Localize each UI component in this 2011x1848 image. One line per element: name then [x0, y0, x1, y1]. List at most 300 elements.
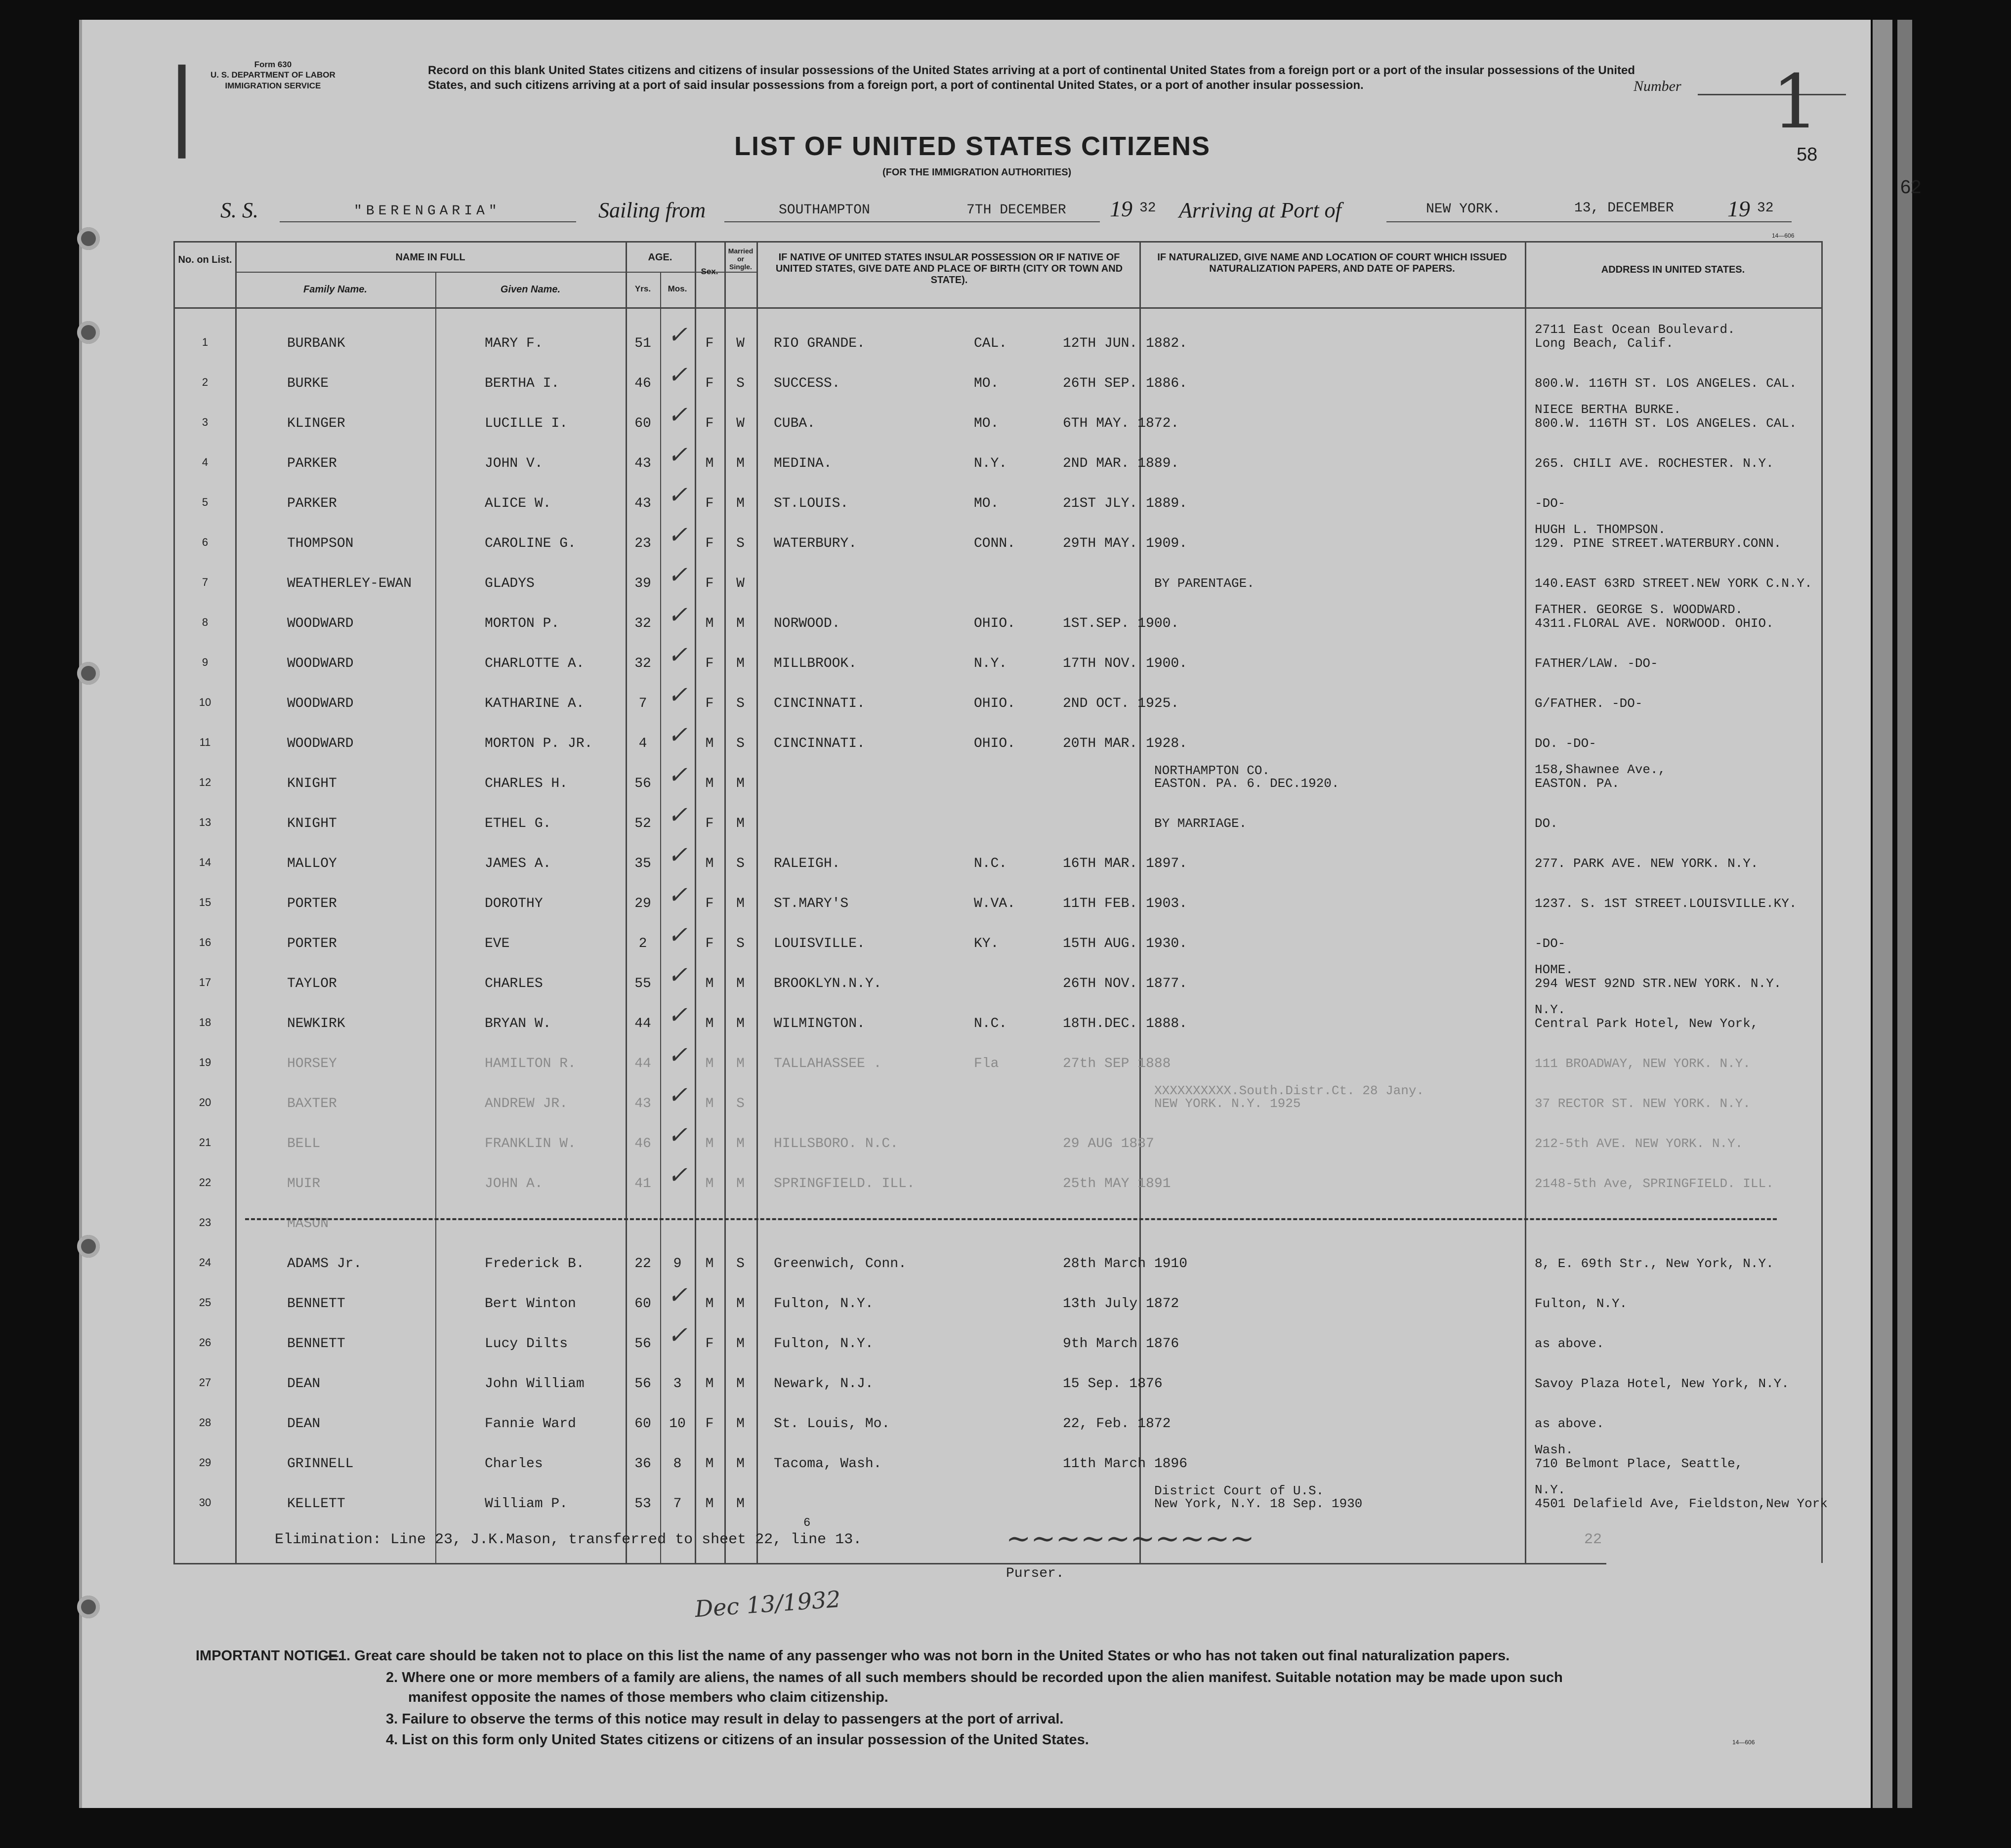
given-name: FRANKLIN W. — [485, 1136, 576, 1151]
birth-state: MO. — [974, 496, 999, 511]
check-mark: ✓ — [668, 1161, 688, 1189]
page-subtitle: (FOR THE IMMIGRATION AUTHORITIES) — [882, 167, 1072, 178]
check-mark: ✓ — [668, 1281, 688, 1309]
col-border — [435, 272, 436, 1563]
binding-hole — [77, 662, 100, 685]
ss-label: S. S. — [220, 198, 258, 222]
naturalization-court: District Court of U.S. — [1154, 1483, 1324, 1498]
age-months: 3 — [673, 1376, 682, 1392]
marital-status: M — [736, 776, 745, 791]
family-name: BAXTER — [287, 1096, 337, 1111]
marital-status: M — [736, 456, 745, 471]
naturalization-court: XXXXXXXXXX.South.Distr.Ct. 28 Jany. — [1154, 1083, 1424, 1098]
birth-state: CAL. — [974, 336, 1007, 351]
address-line-2: 212-5th AVE. NEW YORK. N.Y. — [1535, 1136, 1743, 1151]
family-name: WOODWARD — [287, 736, 354, 751]
address-line-2: 140.EAST 63RD STREET.NEW YORK C.N.Y. — [1535, 576, 1812, 591]
row-number: 8 — [202, 616, 209, 628]
birth-city: CINCINNATI. — [774, 696, 865, 711]
birth-city: HILLSBORO. N.C. — [774, 1136, 899, 1151]
birth-date: 9th March 1876 — [1063, 1336, 1179, 1352]
birth-city: TALLAHASSEE . — [774, 1056, 882, 1071]
page-number-right: 62 — [1900, 177, 1922, 198]
age-years: 39 — [634, 576, 651, 591]
address-line-2: EASTON. PA. — [1535, 776, 1620, 791]
age-years: 32 — [634, 616, 651, 631]
address-line-1: N.Y. — [1535, 1002, 1566, 1017]
birth-date: 15 Sep. 1876 — [1063, 1376, 1163, 1392]
address-line-2: 800.W. 116TH ST. LOS ANGELES. CAL. — [1535, 416, 1797, 431]
binding-hole — [77, 1235, 100, 1258]
birth-date: 2ND OCT. 1925. — [1063, 696, 1179, 711]
page-number: 58 — [1797, 144, 1818, 165]
marital-status: M — [736, 976, 745, 991]
address-line-2: -DO- — [1535, 496, 1566, 511]
check-mark: ✓ — [668, 641, 688, 669]
birth-city: Fulton, N.Y. — [774, 1296, 874, 1312]
col-birth: IF NATIVE OF UNITED STATES INSULAR POSSESSION OR IF NATIVE OF UNITED STATES, GIVE DATE AND PLACE OF BIRTH (CITY OR TOWN AND STATE). — [775, 252, 1123, 286]
binding-hole — [77, 321, 100, 344]
given-name: CHARLES H. — [485, 776, 568, 791]
sex: M — [705, 856, 714, 871]
birth-city: BROOKLYN.N.Y. — [774, 976, 882, 991]
row-number: 3 — [202, 416, 209, 428]
given-name: Frederick B. — [485, 1256, 585, 1272]
sail-year: 32 — [1139, 201, 1156, 216]
family-name: TAYLOR — [287, 976, 337, 991]
marital-status: M — [736, 1376, 745, 1392]
birth-city: ST.LOUIS. — [774, 496, 849, 511]
birth-date: 17TH NOV. 1900. — [1063, 656, 1188, 671]
sex: F — [705, 936, 714, 951]
birth-city: Greenwich, Conn. — [774, 1256, 907, 1272]
col-address: ADDRESS IN UNITED STATES. — [1601, 264, 1745, 275]
check-mark: ✓ — [668, 921, 688, 949]
sex: M — [705, 1056, 714, 1071]
row-number: 28 — [199, 1416, 211, 1429]
marital-status: M — [736, 1416, 745, 1432]
col-border — [1821, 241, 1823, 1563]
birth-state: MO. — [974, 416, 999, 431]
age-months: 8 — [673, 1456, 682, 1472]
col-border — [756, 241, 758, 1563]
marital-status: M — [736, 1336, 745, 1352]
col-name-in-full: NAME IN FULL — [395, 252, 465, 263]
age-years: 44 — [634, 1056, 651, 1071]
given-name: CAROLINE G. — [485, 536, 576, 551]
age-years: 43 — [634, 1096, 651, 1111]
page-edge-1 — [1873, 20, 1892, 1808]
row-number: 19 — [199, 1056, 211, 1068]
address-line-2: 4501 Delafield Ave, Fieldston,New York — [1535, 1496, 1828, 1511]
marital-status: M — [736, 816, 745, 831]
table-top-border — [173, 241, 1821, 243]
age-years: 43 — [634, 456, 651, 471]
age-years: 52 — [634, 816, 651, 831]
sex: F — [705, 696, 714, 711]
sex: F — [705, 376, 714, 391]
given-name: John William — [485, 1376, 585, 1392]
given-name: MORTON P. JR. — [485, 736, 593, 751]
department: U. S. DEPARTMENT OF LABOR — [210, 70, 335, 80]
marital-status: M — [736, 1056, 745, 1071]
age-years: 55 — [634, 976, 651, 991]
given-name: HAMILTON R. — [485, 1056, 576, 1071]
arrival-port: NEW YORK. — [1426, 202, 1501, 217]
row-number: 4 — [202, 456, 209, 468]
table-bottom-border — [173, 1563, 1606, 1564]
birth-city: RALEIGH. — [774, 856, 840, 871]
check-mark: ✓ — [668, 841, 688, 869]
age-years: 60 — [634, 416, 651, 431]
row-number: 1 — [202, 336, 209, 348]
family-name: NEWKIRK — [287, 1016, 345, 1031]
row-number: 24 — [199, 1256, 211, 1269]
age-years: 53 — [634, 1496, 651, 1512]
notice-4: 4. List on this form only United States citizens or citizens of an insular possession of the United States. — [386, 1732, 1089, 1748]
address-line-2: DO. — [1535, 816, 1558, 831]
age-years: 7 — [638, 696, 647, 711]
age-years: 43 — [634, 496, 651, 511]
address-line-2: 2148-5th Ave, SPRINGFIELD. ILL. — [1535, 1176, 1774, 1191]
age-years: 22 — [634, 1256, 651, 1272]
purser-label: Purser. — [1006, 1566, 1064, 1581]
family-name: WEATHERLEY-EWAN — [287, 576, 412, 591]
family-name: BENNETT — [287, 1336, 345, 1352]
given-name: MORTON P. — [485, 616, 560, 631]
row-number: 26 — [199, 1336, 211, 1349]
birth-city: MILLBROOK. — [774, 656, 857, 671]
notice-2: 2. Where one or more members of a family are aliens, the names of all such members should be recorded upon the alien manifest. Suitable notation may be made upon such — [386, 1670, 1563, 1685]
family-name: PORTER — [287, 896, 337, 911]
sex: F — [705, 1416, 714, 1432]
sex: M — [705, 776, 714, 791]
birth-state: MO. — [974, 376, 999, 391]
sex: F — [705, 576, 714, 591]
age-years: 44 — [634, 1016, 651, 1031]
family-name: WOODWARD — [287, 696, 354, 711]
row-number: 16 — [199, 936, 211, 948]
marital-status: S — [736, 856, 745, 871]
marital-status: M — [736, 896, 745, 911]
given-name: ALICE W. — [485, 496, 551, 511]
address-line-1: 2711 East Ocean Boulevard. — [1535, 322, 1735, 337]
given-name: ETHEL G. — [485, 816, 551, 831]
birth-date: 25th MAY 1891 — [1063, 1176, 1171, 1191]
manifest-sheet — [79, 20, 1922, 1808]
address-line-1: N.Y. — [1535, 1482, 1566, 1497]
check-mark: ✓ — [668, 361, 688, 389]
check-mark: ✓ — [668, 1081, 688, 1109]
age-years: 56 — [634, 776, 651, 791]
service: IMMIGRATION SERVICE — [225, 81, 321, 90]
sex: M — [705, 1296, 714, 1312]
given-name: KATHARINE A. — [485, 696, 585, 711]
notice-2-cont: manifest opposite the names of those members who claim citizenship. — [408, 1689, 888, 1705]
marital-status: S — [736, 536, 745, 551]
row-number: 2 — [202, 376, 209, 388]
birth-state: OHIO. — [974, 736, 1016, 751]
given-name: BRYAN W. — [485, 1016, 551, 1031]
marital-status: M — [736, 1176, 745, 1191]
birth-date: 18TH.DEC. 1888. — [1063, 1016, 1188, 1031]
sail-year-prefix: 19 — [1110, 196, 1132, 221]
birth-city: ST.MARY'S — [774, 896, 849, 911]
row-number: 14 — [199, 856, 211, 868]
birth-date: 26TH NOV. 1877. — [1063, 976, 1188, 991]
birth-city: CUBA. — [774, 416, 816, 431]
birth-date: 15TH AUG. 1930. — [1063, 936, 1188, 951]
margin-mark: | — [166, 49, 198, 159]
address-line-1: Wash. — [1535, 1442, 1574, 1457]
check-mark: ✓ — [668, 1041, 688, 1069]
given-name: Lucy Dilts — [485, 1336, 568, 1352]
marital-status: S — [736, 1096, 745, 1111]
sex: M — [705, 1176, 714, 1191]
family-name: HORSEY — [287, 1056, 337, 1071]
address-line-2: Fulton, N.Y. — [1535, 1296, 1628, 1311]
given-name: LUCILLE I. — [485, 416, 568, 431]
birth-date: 28th March 1910 — [1063, 1256, 1188, 1272]
check-mark: ✓ — [668, 681, 688, 709]
row-number: 20 — [199, 1096, 211, 1109]
family-name: MASON — [287, 1216, 329, 1232]
address-line-2: Central Park Hotel, New York, — [1535, 1016, 1759, 1031]
sex: M — [705, 1256, 714, 1272]
marital-status: M — [736, 1296, 745, 1312]
col-border — [660, 272, 661, 1563]
family-name: MALLOY — [287, 856, 337, 871]
naturalization-detail: NEW YORK. N.Y. 1925 — [1154, 1096, 1301, 1111]
sex: M — [705, 1456, 714, 1472]
check-mark: ✓ — [668, 601, 688, 629]
given-name: EVE — [485, 936, 510, 951]
arrival-year: 32 — [1757, 201, 1774, 216]
col-border — [1525, 241, 1526, 1563]
row-number: 18 — [199, 1016, 211, 1028]
check-mark: ✓ — [668, 721, 688, 749]
check-mark: ✓ — [668, 481, 688, 509]
age-years: 35 — [634, 856, 651, 871]
family-name: KNIGHT — [287, 776, 337, 791]
sex: F — [705, 496, 714, 511]
elimination-note: Elimination: Line 23, J.K.Mason, transferred to sheet 22, line 13. — [275, 1531, 862, 1548]
row-23-cancel-line — [245, 1218, 1777, 1220]
age-years: 60 — [634, 1296, 651, 1312]
col-yrs: Yrs. — [634, 284, 651, 293]
address-line-1: NIECE BERTHA BURKE. — [1535, 402, 1681, 417]
row-number: 27 — [199, 1376, 211, 1389]
col-naturalized: IF NATURALIZED, GIVE NAME AND LOCATION OF COURT WHICH ISSUED NATURALIZATION PAPERS, AND DATE OF PAPERS. — [1157, 252, 1507, 274]
ship-underline — [280, 221, 576, 222]
birth-state: OHIO. — [974, 616, 1016, 631]
check-mark: ✓ — [668, 1321, 688, 1349]
form-agency — [210, 59, 335, 91]
age-years: 51 — [634, 336, 651, 351]
page-edge-2 — [1897, 20, 1912, 1808]
address-line-1: HUGH L. THOMPSON. — [1535, 522, 1666, 537]
marital-status: W — [736, 336, 745, 351]
ship-name: "BERENGARIA" — [354, 204, 501, 219]
age-years: 56 — [634, 1336, 651, 1352]
age-months: 9 — [673, 1256, 682, 1272]
address-line-2: 294 WEST 92ND STR.NEW YORK. N.Y. — [1535, 976, 1782, 991]
number-label: Number — [1634, 78, 1681, 94]
row-number: 6 — [202, 536, 209, 548]
bottom-code: 22 — [1584, 1531, 1602, 1548]
family-name: KNIGHT — [287, 816, 337, 831]
check-mark: ✓ — [668, 401, 688, 429]
form-instruction: Record on this blank United States citizens and citizens of insular possessions of the United States arriving at a port of continental United States from a foreign port or a port of the insular possessions of the United States, and such citizens arriving at a port of said insular possessions from a foreign port, a port of continental United States, or a port of another insular possession. — [428, 64, 1635, 92]
birth-city: Tacoma, Wash. — [774, 1456, 882, 1472]
birth-date: 11TH FEB. 1903. — [1063, 896, 1188, 911]
birth-city: SPRINGFIELD. ILL. — [774, 1176, 915, 1191]
given-name: Fannie Ward — [485, 1416, 576, 1432]
birth-date: 20TH MAR. 1928. — [1063, 736, 1188, 751]
given-name: MARY F. — [485, 336, 543, 351]
age-years: 36 — [634, 1456, 651, 1472]
sex: M — [705, 1496, 714, 1512]
birth-date: 12TH JUN. 1882. — [1063, 336, 1188, 351]
col-border — [173, 241, 175, 1563]
birth-city: St. Louis, Mo. — [774, 1416, 890, 1432]
sex: M — [705, 1376, 714, 1392]
family-name: ADAMS Jr. — [287, 1256, 362, 1272]
given-name: Bert Winton — [485, 1296, 576, 1312]
binding-hole — [77, 1596, 100, 1618]
birth-date: 29 AUG 1887 — [1063, 1136, 1154, 1151]
birth-state: CONN. — [974, 536, 1016, 551]
marital-status: W — [736, 576, 745, 591]
age-years: 29 — [634, 896, 651, 911]
birth-state: KY. — [974, 936, 999, 951]
address-line-2: 4311.FLORAL AVE. NORWOOD. OHIO. — [1535, 616, 1774, 631]
birth-state: Fla — [974, 1056, 999, 1071]
col-married: Married or Single. — [728, 247, 754, 271]
address-line-2: 800.W. 116TH ST. LOS ANGELES. CAL. — [1535, 376, 1797, 391]
given-name: CHARLES — [485, 976, 543, 991]
marital-status: M — [736, 1456, 745, 1472]
family-name: THOMPSON — [287, 536, 354, 551]
address-line-2: 111 BROADWAY, NEW YORK. N.Y. — [1535, 1056, 1751, 1071]
birth-date: 22, Feb. 1872 — [1063, 1416, 1171, 1432]
age-years: 41 — [634, 1176, 651, 1191]
address-line-2: FATHER/LAW. -DO- — [1535, 656, 1658, 671]
col-border — [235, 241, 237, 1563]
notice-3: 3. Failure to observe the terms of this notice may result in delay to passengers at the port of arrival. — [386, 1711, 1064, 1727]
birth-city: NORWOOD. — [774, 616, 840, 631]
address-line-2: as above. — [1535, 1336, 1604, 1351]
age-years: 56 — [634, 1376, 651, 1392]
form-number: Form 630 — [254, 60, 292, 69]
birth-city: RIO GRANDE. — [774, 336, 865, 351]
sex: M — [705, 976, 714, 991]
birth-city: SUCCESS. — [774, 376, 840, 391]
birth-date: 26TH SEP. 1886. — [1063, 376, 1188, 391]
naturalization-court: NORTHAMPTON CO. — [1154, 763, 1270, 778]
purser-signature: ~~~~~~~~~~ — [1006, 1521, 1255, 1556]
family-name: BENNETT — [287, 1296, 345, 1312]
sex: F — [705, 536, 714, 551]
birth-date: 6TH MAY. 1872. — [1063, 416, 1179, 431]
birth-date: 1ST.SEP. 1900. — [1063, 616, 1179, 631]
address-line-2: Long Beach, Calif. — [1535, 336, 1674, 351]
address-line-2: 8, E. 69th Str., New York, N.Y. — [1535, 1256, 1774, 1271]
arrival-date: 13, DECEMBER — [1574, 201, 1674, 216]
birth-state: N.C. — [974, 856, 1007, 871]
row-number: 25 — [199, 1296, 211, 1309]
age-months: 10 — [669, 1416, 686, 1432]
address-line-1: 158,Shawnee Ave., — [1535, 762, 1666, 777]
birth-state: W.VA. — [974, 896, 1016, 911]
number-value: 1 — [1772, 59, 1819, 145]
address-line-2: G/FATHER. -DO- — [1535, 696, 1643, 711]
check-mark: ✓ — [668, 321, 688, 349]
family-name: KLINGER — [287, 416, 345, 431]
row-number: 29 — [199, 1456, 211, 1469]
row-number: 11 — [199, 736, 211, 748]
birth-state: OHIO. — [974, 696, 1016, 711]
address-line-2: DO. -DO- — [1535, 736, 1596, 751]
birth-state: N.Y. — [974, 456, 1007, 471]
age-years: 46 — [634, 376, 651, 391]
birth-city: Newark, N.J. — [774, 1376, 874, 1392]
given-name: JOHN V. — [485, 456, 543, 471]
birth-date: 29TH MAY. 1909. — [1063, 536, 1188, 551]
sex: M — [705, 616, 714, 631]
marital-status: S — [736, 736, 745, 751]
birth-city: CINCINNATI. — [774, 736, 865, 751]
row-number: 9 — [202, 656, 209, 668]
given-name: BERTHA I. — [485, 376, 560, 391]
marital-status: S — [736, 696, 745, 711]
age-years: 4 — [638, 736, 647, 751]
given-name: CHARLOTTE A. — [485, 656, 585, 671]
notice-form-code: 14—606 — [1732, 1739, 1755, 1746]
sail-date: 7TH DECEMBER — [966, 203, 1066, 218]
naturalization-detail: New York, N.Y. 18 Sep. 1930 — [1154, 1496, 1363, 1511]
birth-date: 13th July 1872 — [1063, 1296, 1179, 1312]
birth-state: N.C. — [974, 1016, 1007, 1031]
birth-date: 11th March 1896 — [1063, 1456, 1188, 1472]
sex: F — [705, 1336, 714, 1352]
from-port: SOUTHAMPTON — [779, 203, 870, 218]
family-name: DEAN — [287, 1376, 321, 1392]
row-number: 22 — [199, 1176, 211, 1189]
col-no: No. on List. — [178, 254, 232, 265]
sex: M — [705, 736, 714, 751]
sex: F — [705, 816, 714, 831]
col-mos: Mos. — [668, 284, 687, 293]
given-name: JAMES A. — [485, 856, 551, 871]
marital-status: W — [736, 416, 745, 431]
naturalization-detail: EASTON. PA. 6. DEC.1920. — [1154, 776, 1340, 791]
age-months: 7 — [673, 1496, 682, 1512]
given-name: William P. — [485, 1496, 568, 1512]
sex: F — [705, 416, 714, 431]
birth-city: WATERBURY. — [774, 536, 857, 551]
age-years: 2 — [638, 936, 647, 951]
sex: F — [705, 336, 714, 351]
address-line-2: as above. — [1535, 1416, 1604, 1431]
address-line-1: FATHER. GEORGE S. WOODWARD. — [1535, 602, 1743, 617]
naturalization-detail: BY PARENTAGE. — [1154, 576, 1255, 591]
page-title: LIST OF UNITED STATES CITIZENS — [734, 131, 1211, 161]
sex: M — [705, 1136, 714, 1151]
marital-status: S — [736, 376, 745, 391]
row-number: 13 — [199, 816, 211, 828]
birth-date: 16TH MAR. 1897. — [1063, 856, 1188, 871]
